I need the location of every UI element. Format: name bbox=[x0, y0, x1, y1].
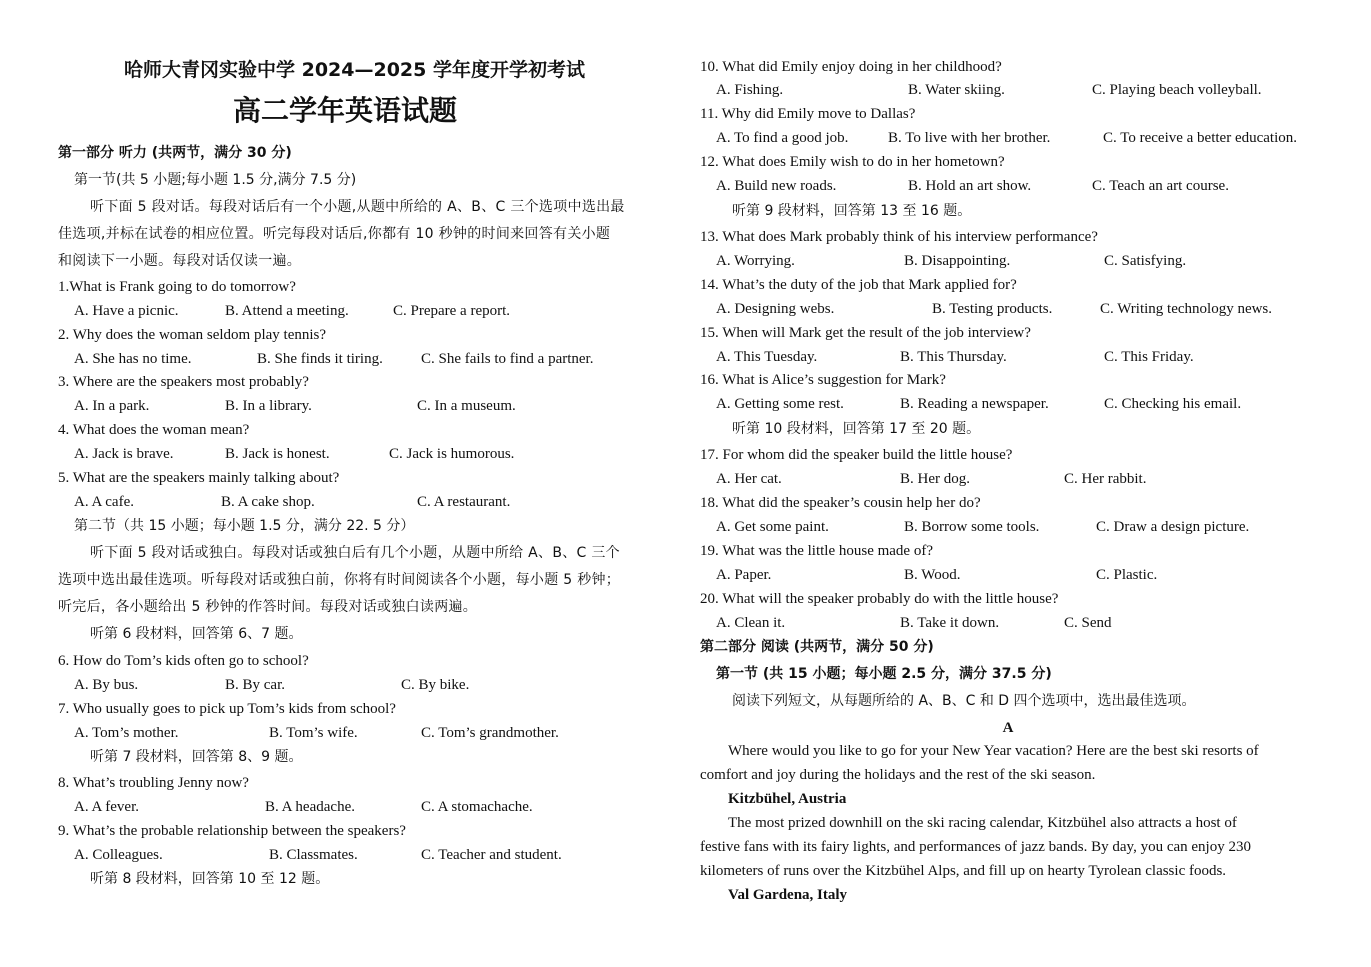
resort-name: Kitzbühel, Austria bbox=[728, 791, 847, 807]
option-c: C. Tom’s grandmother. bbox=[421, 725, 559, 741]
option-b: B. Testing products. bbox=[932, 301, 1053, 317]
question-text: 16. What is Alice’s suggestion for Mark? bbox=[700, 372, 946, 388]
option-c: C. Teacher and student. bbox=[421, 847, 562, 863]
passage-line: The most prized downhill on the ski racing calendar, Kitzbühel also attracts a host of bbox=[728, 815, 1237, 831]
question-text: 2. Why does the woman seldom play tennis? bbox=[58, 327, 327, 343]
option-c: C. Her rabbit. bbox=[1064, 471, 1147, 487]
material-note: 听第 6 段材料，回答第 6、7 题。 bbox=[90, 626, 303, 642]
material-note: 听第 8 段材料，回答第 10 至 12 题。 bbox=[90, 871, 330, 887]
option-c: C. She fails to find a partner. bbox=[421, 351, 594, 367]
option-b: B. Water skiing. bbox=[908, 82, 1005, 98]
option-a: A. Build new roads. bbox=[716, 178, 837, 194]
option-a: A. Getting some rest. bbox=[716, 396, 844, 412]
option-b: B. This Thursday. bbox=[900, 349, 1007, 365]
option-a: A. Paper. bbox=[716, 567, 772, 583]
page-title: 高二学年英语试题 bbox=[233, 94, 458, 127]
passage-line: festive fans with its fairy lights, and performances of jazz bands. By day, you can enjoy 230 bbox=[700, 839, 1251, 855]
passage-line: kilometers of runs over the Kitzbühel Alps, and fill up on hearty Tyrolean classic foods. bbox=[700, 863, 1227, 879]
option-a: A. By bus. bbox=[74, 677, 139, 693]
option-b: B. To live with her brother. bbox=[888, 130, 1051, 146]
question-text: 14. What’s the duty of the job that Mark applied for? bbox=[700, 277, 1017, 293]
option-b: B. Disappointing. bbox=[904, 253, 1011, 269]
option-a: A. Jack is brave. bbox=[74, 446, 174, 462]
question-text: 12. What does Emily wish to do in her hometown? bbox=[700, 154, 1005, 170]
question-text: 20. What will the speaker probably do with the little house? bbox=[700, 591, 1059, 607]
option-b: B. Attend a meeting. bbox=[225, 303, 349, 319]
section1-instruction-line: 佳选项,并标在试卷的相应位置。听完每段对话后,你都有 10 秒钟的时间来回答有关小题 bbox=[58, 226, 611, 242]
option-a: A. Colleagues. bbox=[74, 847, 163, 863]
passage-line: Where would you like to go for your New Year vacation? Here are the best ski resorts of bbox=[728, 743, 1259, 759]
option-a: A. She has no time. bbox=[74, 351, 192, 367]
material-note: 听第 9 段材料，回答第 13 至 16 题。 bbox=[732, 203, 972, 219]
option-b: B. Borrow some tools. bbox=[904, 519, 1040, 535]
question-text: 10. What did Emily enjoy doing in her childhood? bbox=[700, 59, 1002, 75]
option-c: C. This Friday. bbox=[1104, 349, 1194, 365]
option-c: C. Plastic. bbox=[1096, 567, 1158, 583]
option-c: C. In a museum. bbox=[417, 398, 516, 414]
material-note: 听第 7 段材料，回答第 8、9 题。 bbox=[90, 749, 303, 765]
option-a: A. Get some paint. bbox=[716, 519, 829, 535]
option-c: C. Checking his email. bbox=[1104, 396, 1242, 412]
part1-heading: 第一部分 听力 (共两节，满分 30 分) bbox=[58, 145, 292, 161]
option-a: A. This Tuesday. bbox=[716, 349, 818, 365]
question-text: 3. Where are the speakers most probably? bbox=[58, 374, 309, 390]
part1-section1-heading: 第一节(共 5 小题;每小题 1.5 分,满分 7.5 分) bbox=[74, 172, 357, 188]
option-b: B. She finds it tiring. bbox=[257, 351, 383, 367]
option-c: C. Jack is humorous. bbox=[389, 446, 515, 462]
option-b: B. A cake shop. bbox=[221, 494, 315, 510]
question-text: 5. What are the speakers mainly talking about? bbox=[58, 470, 340, 486]
question-text: 15. When will Mark get the result of the job interview? bbox=[700, 325, 1031, 341]
option-a: A. Worrying. bbox=[716, 253, 795, 269]
option-a: A. To find a good job. bbox=[716, 130, 849, 146]
school-exam-line: 哈师大青冈实验中学 2024—2025 学年度开学初考试 bbox=[124, 59, 585, 81]
option-b: B. Jack is honest. bbox=[225, 446, 330, 462]
option-c: C. Playing beach volleyball. bbox=[1092, 82, 1262, 98]
option-a: A. Tom’s mother. bbox=[74, 725, 179, 741]
option-c: C. Teach an art course. bbox=[1092, 178, 1229, 194]
option-c: C. By bike. bbox=[401, 677, 470, 693]
question-text: 4. What does the woman mean? bbox=[58, 422, 250, 438]
part2-instructions: 阅读下列短文，从每题所给的 A、B、C 和 D 四个选项中，选出最佳选项。 bbox=[732, 693, 1196, 709]
option-a: A. Have a picnic. bbox=[74, 303, 179, 319]
option-b: B. Classmates. bbox=[269, 847, 358, 863]
question-text: 19. What was the little house made of? bbox=[700, 543, 933, 559]
option-b: B. A headache. bbox=[265, 799, 355, 815]
option-a: A. Her cat. bbox=[716, 471, 782, 487]
option-a: A. A fever. bbox=[74, 799, 139, 815]
option-c: C. To receive a better education. bbox=[1103, 130, 1298, 146]
option-c: C. Draw a design picture. bbox=[1096, 519, 1250, 535]
section2-instruction-line: 选项中选出最佳选项。听每段对话或独白前，你将有时间阅读各个小题，每小题 5 秒钟； bbox=[58, 572, 621, 588]
option-a: A. Clean it. bbox=[716, 615, 786, 631]
passage-label: A bbox=[1002, 720, 1014, 736]
option-b: B. Hold an art show. bbox=[908, 178, 1032, 194]
part2-heading: 第二部分 阅读 (共两节，满分 50 分) bbox=[700, 639, 934, 655]
question-text: 9. What’s the probable relationship between the speakers? bbox=[58, 823, 406, 839]
option-b: B. Her dog. bbox=[900, 471, 970, 487]
option-c: C. Prepare a report. bbox=[393, 303, 511, 319]
option-c: C. Writing technology news. bbox=[1100, 301, 1273, 317]
question-text: 1.What is Frank going to do tomorrow? bbox=[58, 279, 296, 295]
part2-section1-heading: 第一节 (共 15 小题；每小题 2.5 分，满分 37.5 分) bbox=[716, 666, 1052, 682]
option-a: A. Fishing. bbox=[716, 82, 784, 98]
option-c: C. Send bbox=[1064, 615, 1112, 631]
option-b: B. Take it down. bbox=[900, 615, 1000, 631]
option-a: A. A cafe. bbox=[74, 494, 134, 510]
option-c: C. Satisfying. bbox=[1104, 253, 1187, 269]
section2-instruction-line: 听完后，各小题给出 5 秒钟的作答时间。每段对话或独白读两遍。 bbox=[58, 599, 478, 615]
option-b: B. In a library. bbox=[225, 398, 312, 414]
question-text: 13. What does Mark probably think of his interview performance? bbox=[700, 229, 1098, 245]
option-b: B. Tom’s wife. bbox=[269, 725, 358, 741]
question-text: 8. What’s troubling Jenny now? bbox=[58, 775, 249, 791]
question-text: 6. How do Tom’s kids often go to school? bbox=[58, 653, 309, 669]
resort-name: Val Gardena, Italy bbox=[728, 887, 848, 903]
section2-instruction-line: 听下面 5 段对话或独白。每段对话或独白后有几个小题，从题中所给 A、B、C 三个 bbox=[90, 545, 620, 561]
question-text: 17. For whom did the speaker build the little house? bbox=[700, 447, 1013, 463]
question-text: 18. What did the speaker’s cousin help her do? bbox=[700, 495, 981, 511]
question-text: 7. Who usually goes to pick up Tom’s kids from school? bbox=[58, 701, 396, 717]
question-text: 11. Why did Emily move to Dallas? bbox=[700, 106, 916, 122]
option-a: A. In a park. bbox=[74, 398, 150, 414]
option-b: B. Wood. bbox=[904, 567, 961, 583]
option-c: C. A restaurant. bbox=[417, 494, 511, 510]
passage-line: comfort and joy during the holidays and the rest of the ski season. bbox=[700, 767, 1096, 783]
part1-section2-heading: 第二节（共 15 小题；每小题 1.5 分，满分 22. 5 分） bbox=[74, 518, 415, 534]
section1-instruction-line: 和阅读下一小题。每段对话仅读一遍。 bbox=[58, 253, 302, 269]
section1-instruction-line: 听下面 5 段对话。每段对话后有一个小题,从题中所给的 A、B、C 三个选项中选出最 bbox=[90, 199, 625, 215]
option-b: B. Reading a newspaper. bbox=[900, 396, 1049, 412]
option-c: C. A stomachache. bbox=[421, 799, 533, 815]
option-a: A. Designing webs. bbox=[716, 301, 835, 317]
material-note: 听第 10 段材料，回答第 17 至 20 题。 bbox=[732, 421, 981, 437]
option-b: B. By car. bbox=[225, 677, 285, 693]
